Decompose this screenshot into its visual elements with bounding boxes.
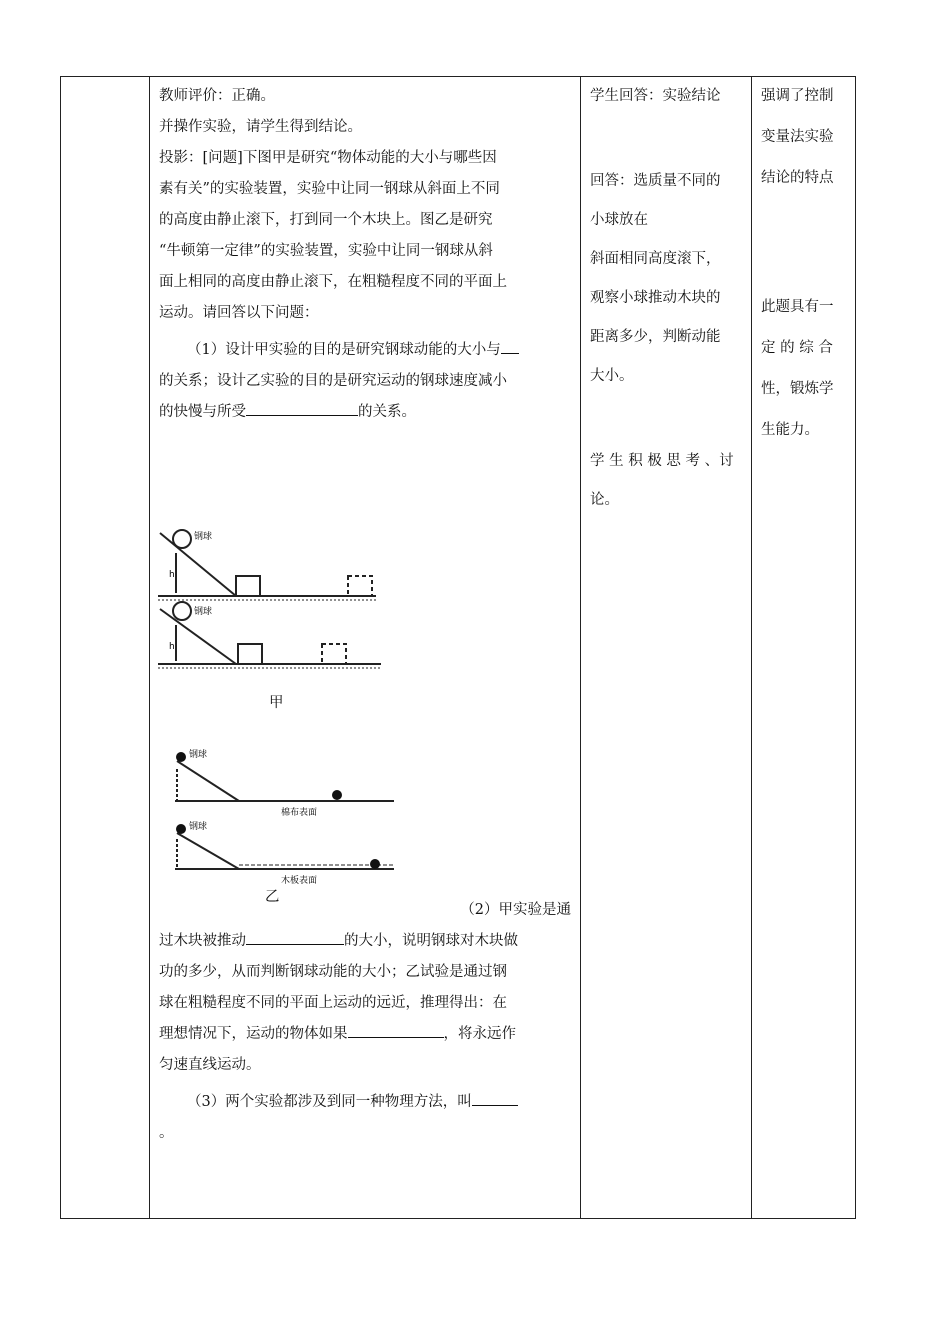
teacher-activity-cell (159, 81, 579, 428)
text-line: 。 (159, 1125, 174, 1141)
student-activity-cell (590, 81, 745, 516)
text-line: 大小。 (590, 368, 634, 384)
ball-label: 钢球 (189, 822, 208, 832)
text-line: 观察小球推动木块的 (590, 290, 721, 306)
height-label: h (169, 570, 175, 580)
ball-icon (370, 859, 380, 869)
ball-icon (332, 790, 342, 800)
text-line: 功的多少，从而判断钢球动能的大小；乙试验是通过钢 (159, 964, 507, 980)
question-2-line2 (159, 926, 579, 957)
text-line: “牛顿第一定律”的实验装置，实验中让同一钢球从斜 (159, 243, 493, 259)
lesson-table (60, 76, 856, 1219)
text-line: 小球放在 (590, 212, 648, 228)
text-fragment: （3）两个实验都涉及到同一种物理方法，叫 (187, 1094, 472, 1110)
text-line: 距离多少，判断动能 (590, 329, 721, 345)
surface-label: 木板表面 (281, 876, 318, 886)
figure-yi-diagram (169, 747, 404, 897)
text-line: 论。 (590, 492, 619, 508)
text-line: 教师评价：正确。 (159, 88, 275, 104)
surface-label: 棉布表面 (281, 808, 318, 818)
ball-label: 钢球 (189, 750, 208, 760)
text-line: 的高度由静止滚下，打到同一个木块上。图乙是研究 (159, 212, 493, 228)
text-line: 斜面相同高度滚下， (590, 251, 721, 267)
text-line: 学生回答：实验结论 (590, 88, 721, 104)
ball-label: 钢球 (194, 607, 213, 617)
questions-2-3 (159, 895, 579, 1149)
text-line: 此题具有一 (761, 299, 834, 315)
text-line: 学 生 积 极 思 考 、讨 (590, 453, 734, 469)
column-divider (580, 77, 581, 1218)
height-label: h (169, 642, 175, 652)
text-line: 投影：[问题]下图甲是研究“物体动能的大小与哪些因 (159, 150, 497, 166)
text-line: 回答：选质量不同的 (590, 173, 721, 189)
figure-jia-diagram (156, 527, 386, 687)
text-fragment: ，将永远作 (443, 1026, 516, 1042)
answer-blank (472, 1087, 518, 1106)
text-line: 匀速直线运动。 (159, 1057, 261, 1073)
answer-blank (246, 397, 358, 416)
text-line: 性，锻炼学 (761, 381, 834, 397)
question-1-text: （1）设计甲实验的目的是研究钢球动能的大小与 (187, 342, 501, 358)
ball-icon (176, 752, 186, 762)
answer-blank (246, 926, 344, 945)
text-line: 定 的 综 合 (761, 340, 833, 356)
ball-label: 钢球 (194, 532, 213, 542)
answer-blank (501, 335, 519, 354)
text-line: 运动。请回答以下问题： (159, 305, 319, 321)
answer-blank (348, 1019, 444, 1038)
text-line: 面上相同的高度由静止滚下，在粗糙程度不同的平面上 (159, 274, 507, 290)
text-line: 变量法实验 (761, 129, 834, 145)
text-line: 强调了控制 (761, 88, 834, 104)
question-3 (159, 1087, 579, 1118)
text-line: （2）甲实验是通 (460, 902, 571, 918)
question-2-line5 (159, 1019, 579, 1050)
text-line: 球在粗糙程度不同的平面上运动的远近，推理得出：在 (159, 995, 507, 1011)
text-fragment: 过木块被推动 (159, 933, 246, 949)
design-intent-cell (761, 81, 851, 446)
figure-yi-caption: 乙 (265, 889, 280, 905)
text-line: 的关系；设计乙实验的目的是研究运动的钢球速度减小 (159, 373, 507, 389)
text-fragment: 的快慢与所受 (159, 404, 246, 420)
text-line: 结论的特点 (761, 170, 834, 186)
text-fragment: 的大小，说明钢球对木块做 (344, 933, 518, 949)
text-line: 并操作实验，请学生得到结论。 (159, 119, 362, 135)
column-divider (149, 77, 150, 1218)
ball-icon (176, 824, 186, 834)
text-line: 生能力。 (761, 422, 819, 438)
text-line: 素有关”的实验装置，实验中让同一钢球从斜面上不同 (159, 181, 500, 197)
text-fragment: 理想情况下，运动的物体如果 (159, 1026, 348, 1042)
figure-jia-caption: 甲 (269, 695, 284, 711)
text-fragment: 的关系。 (358, 404, 416, 420)
question-1-line3 (159, 397, 579, 428)
question-1 (159, 335, 579, 366)
column-divider (751, 77, 752, 1218)
